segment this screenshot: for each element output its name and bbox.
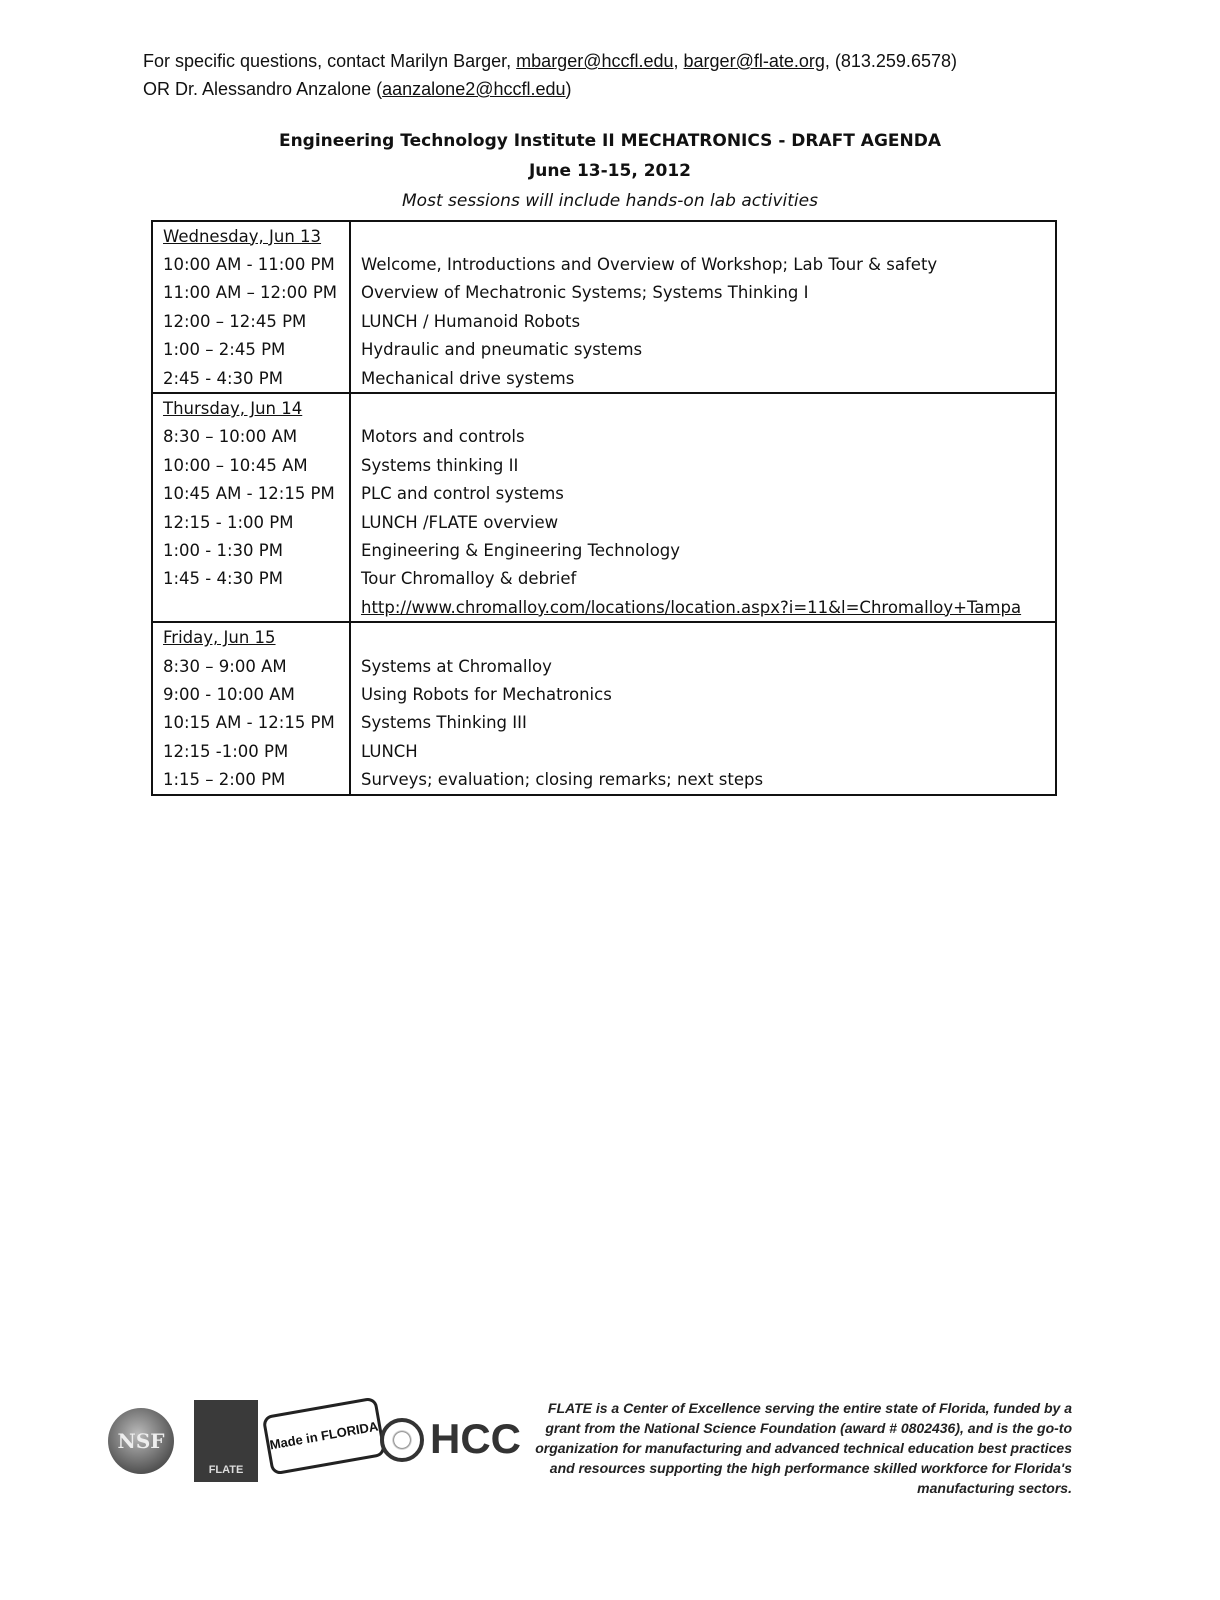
session-activity: Welcome, Introductions and Overview of Workshop; Lab Tour & safety [361, 255, 938, 275]
session-time: 2:45 - 4:30 PM [152, 364, 350, 393]
session-time: 10:45 AM - 12:15 PM [152, 480, 350, 508]
session-time: 10:15 AM - 12:15 PM [152, 709, 350, 737]
hcc-logo: HCC [430, 1415, 521, 1462]
session-time: 1:00 – 2:45 PM [152, 336, 350, 364]
agenda-subtitle: Most sessions will include hands-on lab activities [402, 191, 818, 211]
session-activity: Engineering & Engineering Technology [361, 540, 681, 560]
day-row [152, 221, 1056, 250]
flate-logo: FLATE [194, 1400, 258, 1482]
day-block-friday [152, 622, 1056, 794]
session-row [152, 709, 1056, 737]
contact-line-2 [143, 75, 957, 103]
session-activity: Systems thinking II [361, 455, 519, 475]
day-block-thursday [152, 393, 1056, 622]
footer-note: FLATE is a Center of Excellence serving the entire state of Florida, funded by a grant from the National Science Foundation (award # 0802436), and is the go-to organization for manufacturing and advanced technical education best practices and resources supporting the high performance skilled workforce for Florida's manufacturing sectors. [535, 1400, 1072, 1496]
email-link-mbarger[interactable]: mbarger@hccfl.edu [516, 51, 674, 71]
session-row [152, 307, 1056, 335]
contact-phone: , (813.259.6578) [824, 51, 957, 71]
session-activity: Surveys; evaluation; closing remarks; next steps [361, 770, 764, 790]
session-activity: Mechanical drive systems [361, 368, 575, 388]
session-row [152, 652, 1056, 680]
session-row [152, 680, 1056, 708]
session-time: 1:00 - 1:30 PM [152, 536, 350, 564]
contact-info [143, 47, 957, 103]
session-row [152, 364, 1056, 393]
session-time: 12:00 – 12:45 PM [152, 307, 350, 335]
session-activity: LUNCH / Humanoid Robots [361, 311, 581, 331]
session-activity: Motors and controls [361, 427, 525, 447]
session-row [152, 451, 1056, 479]
day-block-wednesday [152, 221, 1056, 393]
hcc-seal-icon [380, 1418, 424, 1462]
contact-prefix: For specific questions, contact Marilyn Barger, [143, 51, 517, 71]
day-row [152, 622, 1056, 651]
contact-line2-prefix: OR Dr. Alessandro Anzalone ( [143, 79, 383, 99]
session-activity: Hydraulic and pneumatic systems [361, 340, 643, 360]
session-activity: PLC and control systems [361, 484, 564, 504]
session-row [152, 536, 1056, 564]
session-time: 1:45 - 4:30 PM [152, 565, 350, 593]
session-row [152, 480, 1056, 508]
day-row [152, 393, 1056, 422]
session-activity: Using Robots for Mechatronics [361, 684, 612, 704]
email-link-barger[interactable]: barger@fl-ate.org [683, 51, 825, 71]
session-row [152, 508, 1056, 536]
day-label: Friday, Jun 15 [163, 628, 276, 648]
contact-sep: , [673, 51, 684, 71]
contact-line-1 [143, 47, 957, 75]
session-activity: Systems at Chromalloy [361, 656, 552, 676]
session-time: 10:00 – 10:45 AM [152, 451, 350, 479]
nsf-logo: NSF [108, 1408, 174, 1474]
session-time: 12:15 - 1:00 PM [152, 508, 350, 536]
page-title: Engineering Technology Institute II MECHATRONICS - DRAFT AGENDA [278, 131, 942, 151]
email-link-anzalone[interactable]: aanzalone2@hccfl.edu [382, 79, 566, 99]
contact-line2-suffix: ) [565, 79, 572, 99]
session-row [152, 737, 1056, 765]
session-row [152, 250, 1056, 278]
sponsor-logos [108, 1400, 528, 1500]
session-activity: LUNCH [361, 741, 418, 761]
session-time [152, 593, 350, 622]
session-row [152, 279, 1056, 307]
session-activity: LUNCH /FLATE overview [361, 512, 559, 532]
chromalloy-link[interactable]: http://www.chromalloy.com/locations/location.aspx?i=11&l=Chromalloy+Tampa [361, 597, 1022, 617]
day-label: Wednesday, Jun 13 [163, 226, 322, 246]
session-time: 1:15 – 2:00 PM [152, 765, 350, 794]
session-time: 8:30 – 10:00 AM [152, 423, 350, 451]
agenda-header [0, 126, 1220, 216]
session-row [152, 565, 1056, 593]
session-time: 11:00 AM – 12:00 PM [152, 279, 350, 307]
made-in-florida-logo: Made in FLORIDA [262, 1396, 387, 1475]
session-row [152, 423, 1056, 451]
session-time: 8:30 – 9:00 AM [152, 652, 350, 680]
session-row [152, 593, 1056, 622]
event-dates: June 13-15, 2012 [528, 161, 692, 181]
session-row [152, 336, 1056, 364]
day-label: Thursday, Jun 14 [163, 399, 303, 419]
session-activity: Overview of Mechatronic Systems; Systems Thinking I [361, 283, 809, 303]
session-activity: Systems Thinking III [361, 713, 527, 733]
session-time: 10:00 AM - 11:00 PM [152, 250, 350, 278]
session-row [152, 765, 1056, 794]
session-time: 12:15 -1:00 PM [152, 737, 350, 765]
session-activity: Tour Chromalloy & debrief [361, 569, 577, 589]
agenda-table [151, 220, 1057, 796]
session-time: 9:00 - 10:00 AM [152, 680, 350, 708]
